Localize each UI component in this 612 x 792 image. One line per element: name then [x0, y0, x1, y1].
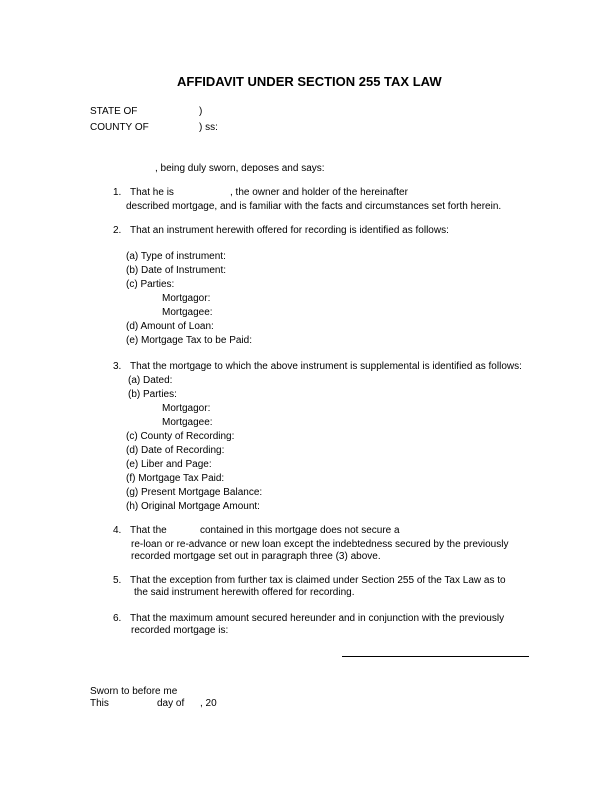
item3-field-original-amount: (h) Original Mortgage Amount:	[126, 501, 260, 512]
item1-text-b: , the owner and holder of the hereinafter	[230, 187, 408, 198]
item3-field-liber-page: (e) Liber and Page:	[126, 459, 212, 470]
jurat-day-of: day of	[157, 698, 185, 709]
item5-text-line2: the said instrument herewith offered for recording.	[134, 587, 355, 598]
item6-text: That the maximum amount secured hereunder and in conjunction with the previously	[130, 613, 505, 624]
item4-text-a: That the	[130, 525, 167, 536]
county-bracket: ) ss:	[199, 122, 218, 133]
county-label: COUNTY OF	[90, 122, 149, 133]
item3-field-recording-date: (d) Date of Recording:	[126, 445, 225, 456]
item4-text-line2: re-loan or re-advance or new loan except the indebtedness secured by the previously	[131, 539, 509, 550]
state-bracket: )	[199, 106, 203, 117]
item4-text-line3: recorded mortgage set out in paragraph three (3) above.	[131, 551, 381, 562]
document-title: AFFIDAVIT UNDER SECTION 255 TAX LAW	[177, 74, 442, 89]
item3-field-tax-paid: (f) Mortgage Tax Paid:	[126, 473, 225, 484]
item2-field-type: (a) Type of instrument:	[126, 251, 226, 262]
max-amount-signature-line	[342, 656, 529, 657]
item3-text: That the mortgage to which the above instrument is supplemental is identified as follows:	[130, 361, 522, 372]
item3-number: 3.	[113, 361, 122, 372]
item5-text: That the exception from further tax is claimed under Section 255 of the Tax Law as to	[130, 575, 506, 586]
item3-field-present-balance: (g) Present Mortgage Balance:	[126, 487, 263, 498]
item2-field-parties: (c) Parties:	[126, 279, 175, 290]
item2-field-mortgagor: Mortgagor:	[162, 293, 211, 304]
item3-field-county: (c) County of Recording:	[126, 431, 235, 442]
item3-field-mortgagee: Mortgagee:	[162, 417, 213, 428]
jurat-sworn: Sworn to before me	[90, 686, 178, 697]
item3-field-dated: (a) Dated:	[128, 375, 173, 386]
item2-field-mortgagee: Mortgagee:	[162, 307, 213, 318]
state-label: STATE OF	[90, 106, 138, 117]
item6-text-line2: recorded mortgage is:	[131, 625, 229, 636]
item6-number: 6.	[113, 613, 122, 624]
item4-number: 4.	[113, 525, 122, 536]
item2-field-date: (b) Date of Instrument:	[126, 265, 227, 276]
item1-text-a: That he is	[130, 187, 174, 198]
item2-field-loan-amount: (d) Amount of Loan:	[126, 321, 214, 332]
jurat-this: This	[90, 698, 109, 709]
item5-number: 5.	[113, 575, 122, 586]
jurat-year: , 20	[200, 698, 217, 709]
item2-number: 2.	[113, 225, 122, 236]
intro-statement: , being duly sworn, deposes and says:	[155, 163, 325, 174]
item2-text: That an instrument herewith offered for recording is identified as follows:	[130, 225, 449, 236]
item2-field-tax: (e) Mortgage Tax to be Paid:	[126, 335, 252, 346]
item1-text-line2: described mortgage, and is familiar with the facts and circumstances set forth herein.	[126, 201, 502, 212]
item1-number: 1.	[113, 187, 122, 198]
item3-field-parties: (b) Parties:	[128, 389, 177, 400]
item4-text-b: contained in this mortgage does not secure a	[200, 525, 400, 536]
item3-field-mortgagor: Mortgagor:	[162, 403, 211, 414]
